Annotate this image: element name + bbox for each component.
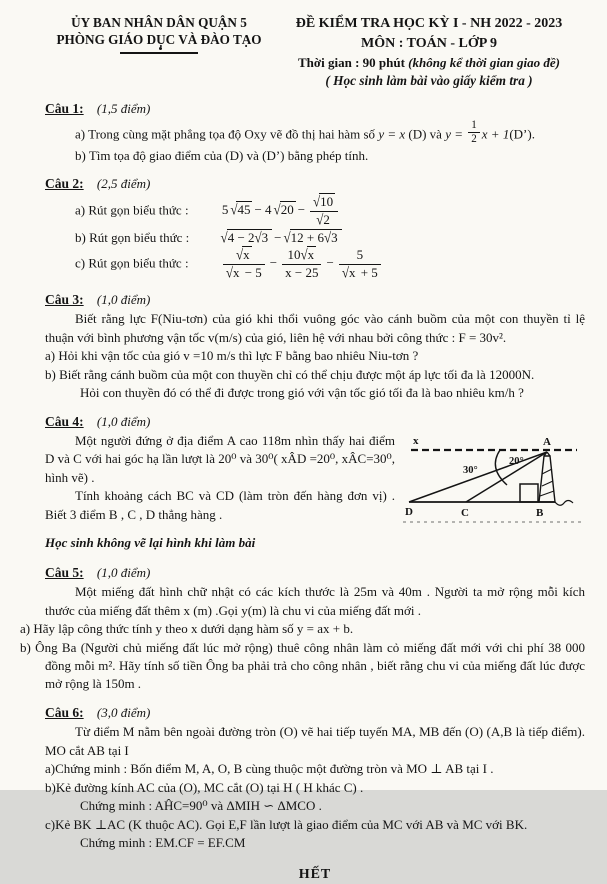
q6-label: Câu 6: bbox=[45, 704, 84, 720]
duration-note: (không kể thời gian giao đề) bbox=[408, 54, 560, 70]
radical bbox=[313, 192, 335, 210]
q2-item-c bbox=[75, 245, 585, 281]
q6-item-c2: Chứng minh : EM.CF = EF.CM bbox=[80, 835, 246, 851]
q2-heading bbox=[45, 174, 585, 193]
q3-item-b2: Hỏi con thuyền đó có thể đi được trong gió với vận tốc gió tối đa là bao nhiêu km/h ? bbox=[80, 385, 524, 401]
q1-item-a bbox=[75, 120, 585, 146]
q3-item-b: b) Biết rằng cánh buồm của một con thuyền chỉ có thể chịu được một áp lực tối đa là 12000N. bbox=[45, 366, 535, 382]
label-d: D bbox=[405, 506, 413, 518]
radicand: 3 bbox=[261, 229, 269, 245]
radicand: x bbox=[232, 264, 240, 280]
q6-item-a: a)Chứng minh : Bốn điểm M, A, O, B cùng thuộc một đường tròn và MO ⊥ AB tại I . bbox=[45, 761, 494, 777]
fraction bbox=[339, 248, 381, 281]
math-token: 10 bbox=[287, 246, 301, 262]
q3-heading bbox=[45, 290, 585, 309]
label-c: C bbox=[461, 507, 469, 519]
q2a-expression bbox=[220, 192, 341, 228]
radicand: 10 bbox=[320, 193, 334, 209]
q1-item-b: b) Tìm tọa độ giao điểm của (D) và (D’) bằng phép tính. bbox=[75, 147, 369, 163]
label-x: x bbox=[413, 435, 419, 447]
radical-sign: √ bbox=[341, 263, 349, 281]
exam-instruction: ( Học sinh làm bài vào giấy kiểm tra ) bbox=[325, 73, 533, 89]
section-q6 bbox=[45, 703, 585, 853]
issuer-line1: ỦY BAN NHÂN DÂN QUẬN 5 bbox=[71, 15, 247, 30]
radicand bbox=[227, 229, 272, 245]
q5-heading bbox=[45, 563, 585, 582]
radical-sign: √ bbox=[235, 245, 244, 263]
duration-text: Thời gian : 90 phút bbox=[298, 54, 409, 70]
numerator bbox=[310, 192, 338, 212]
q2b-expression bbox=[221, 230, 342, 245]
numerator: 5 bbox=[339, 248, 381, 265]
issuer-block bbox=[45, 14, 273, 91]
radical bbox=[324, 229, 340, 247]
q3-label: Câu 3: bbox=[45, 291, 84, 307]
q3-paragraph: Biết rằng lực F(Niu-tơn) của gió khi thổi vuông góc vào cánh buồm của một con thuyền tỉ lệ thuận với bình phương vận tốc v(m/s) của gió, liên hệ với nhau bởi công thức : F = 30v². bbox=[45, 311, 585, 345]
radical bbox=[316, 210, 332, 228]
fraction bbox=[282, 245, 321, 281]
math-token: − bbox=[274, 229, 282, 245]
exam-duration bbox=[273, 54, 585, 72]
q4-heading bbox=[45, 412, 585, 431]
math-token: − bbox=[326, 255, 334, 271]
numerator bbox=[282, 245, 321, 265]
right-angle-mark bbox=[520, 484, 538, 502]
exam-subject: MÔN : TOÁN - LỚP 9 bbox=[361, 35, 497, 51]
radical bbox=[341, 263, 358, 281]
radical-sign: √ bbox=[324, 228, 332, 246]
denominator: 2 bbox=[471, 133, 477, 146]
radical bbox=[274, 201, 296, 219]
q5-item-b: b) Ông Ba (Người chủ miếng đất lúc mở rộng) thuê công nhân làm cỏ miếng đất mới với chi phí 38 000 đồng mỗi m². Hãy tính số tiền Ông ba phải trả cho công nhân , biết rằng chu vi của miếng đất lúc được mở rộng là 150m . bbox=[20, 639, 585, 692]
math-token: − 5 bbox=[241, 264, 262, 280]
fraction bbox=[468, 120, 480, 146]
radicand: 2 bbox=[323, 211, 330, 227]
radicand: x bbox=[243, 246, 250, 262]
radicand: x bbox=[307, 246, 315, 262]
angle-30-label: 30° bbox=[463, 465, 478, 476]
radicand bbox=[290, 229, 342, 245]
radicand: 3 bbox=[331, 229, 338, 245]
radicand: x bbox=[348, 264, 356, 280]
q1-label: Câu 1: bbox=[45, 101, 84, 117]
radical-sign: √ bbox=[316, 210, 324, 228]
q2-item-a bbox=[75, 192, 585, 228]
exam-title: ĐỀ KIỂM TRA HỌC KỲ I - NH 2022 - 2023 bbox=[295, 16, 563, 31]
q1-points: (1,5 điểm) bbox=[96, 101, 151, 117]
radical bbox=[225, 263, 242, 281]
q4-paragraph-2: Tính khoảng cách BC và CD (làm tròn đến hàng đơn vị) . Biết 3 điểm B , C , D thẳng hàng . bbox=[45, 488, 395, 522]
section-q3 bbox=[45, 290, 585, 403]
angle-20-label: 20° bbox=[509, 456, 524, 467]
radical-sign: √ bbox=[313, 192, 321, 210]
tower-hatch bbox=[542, 481, 553, 486]
q1-heading bbox=[45, 99, 585, 118]
q6-item-b2: Chứng minh : AĤC=90⁰ và ΔMIH ∽ ΔMCO . bbox=[80, 798, 322, 814]
radical bbox=[230, 201, 252, 219]
tower-hatch bbox=[540, 491, 554, 496]
q6-points: (3,0 điểm) bbox=[96, 704, 151, 720]
math-token: − bbox=[297, 202, 306, 218]
q2a-label: a) Rút gọn biểu thức : bbox=[75, 202, 189, 218]
exam-header bbox=[45, 14, 585, 91]
radicand: 20 bbox=[280, 202, 294, 218]
depression-angle-diagram bbox=[403, 434, 585, 530]
math-token: x + 1 bbox=[481, 126, 510, 142]
q6-heading bbox=[45, 703, 585, 722]
q5-paragraph: Một miếng đất hình chữ nhật có các kích thước là 25m và 40m . Người ta mở rộng mỗi kích thước của miếng đất thêm x (m) .Gọi y(m) là chu vi của miếng đất mới . bbox=[45, 584, 585, 618]
numerator: 1 bbox=[468, 120, 480, 134]
denominator: x − 25 bbox=[285, 264, 319, 280]
numerator bbox=[223, 245, 265, 265]
q6-paragraph: Từ điểm M nằm bên ngoài đường tròn (O) vẽ hai tiếp tuyến MA, MB đến (O) (A,B là tiếp điểm). MO cắt AB tại I bbox=[45, 724, 585, 758]
section-q2 bbox=[45, 174, 585, 281]
q6-item-c: c)Kẻ BK ⊥AC (K thuộc AC). Gọi E,F lần lượt là giao điểm của MC với AB và MC với BK. bbox=[45, 816, 528, 832]
radical-sign: √ bbox=[230, 201, 238, 218]
label-b: B bbox=[536, 507, 544, 519]
math-token: 12 + 6 bbox=[290, 229, 324, 245]
section-q5 bbox=[20, 563, 585, 694]
radical-sign: √ bbox=[283, 228, 291, 246]
radical-sign: √ bbox=[300, 245, 308, 263]
radical bbox=[284, 229, 342, 247]
q2-label: Câu 2: bbox=[45, 176, 84, 192]
radical bbox=[255, 229, 271, 247]
radical bbox=[221, 229, 273, 247]
q5-points: (1,0 điểm) bbox=[96, 564, 151, 580]
denominator bbox=[310, 212, 338, 228]
radicand: 45 bbox=[237, 202, 251, 218]
ground-mound bbox=[555, 501, 573, 506]
math-token: 4 − 2 bbox=[227, 229, 255, 245]
denominator bbox=[223, 265, 265, 281]
q5-label: Câu 5: bbox=[45, 564, 84, 580]
fraction bbox=[310, 192, 338, 228]
header-divider-rule bbox=[120, 52, 198, 54]
math-token: y = bbox=[445, 126, 463, 142]
math-token: + 5 bbox=[357, 264, 378, 280]
denominator bbox=[339, 265, 381, 281]
radical-sign: √ bbox=[225, 263, 233, 281]
q2c-label: c) Rút gọn biểu thức : bbox=[75, 255, 189, 271]
q6-item-b: b)Kẻ đường kính AC của (O), MC cắt (O) tại H ( H khác C) . bbox=[45, 779, 364, 795]
no-redraw-note: Học sinh không vẽ lại hình khi làm bài bbox=[45, 535, 256, 551]
q5-item-a: a) Hãy lập công thức tính y theo x dưới dạng hàm số y = ax + b. bbox=[20, 621, 354, 637]
q2c-expression bbox=[220, 245, 384, 281]
label-a: A bbox=[543, 436, 551, 448]
issuer-line2: PHÒNG GIÁO DỤC VÀ ĐÀO TẠO bbox=[56, 32, 262, 48]
q1a-text: a) Trong cùng mặt phẳng tọa độ Oxy vẽ đồ thị hai hàm số bbox=[75, 126, 379, 142]
q2-item-b bbox=[75, 229, 585, 247]
math-token: 5 bbox=[221, 202, 229, 218]
q4-points: (1,0 điểm) bbox=[96, 413, 151, 429]
section-q1 bbox=[45, 99, 585, 165]
q1a-end: (D’). bbox=[509, 126, 535, 142]
q4-paragraph-1: Một người đứng ở địa điểm A cao 118m nhìn thấy hai điểm D và C với hai góc hạ lần lượt là 20⁰ và 30⁰( xÂD =20⁰, xÂC=30⁰, hình vẽ) . bbox=[45, 433, 395, 485]
math-token: − 4 bbox=[254, 202, 272, 218]
q4-label: Câu 4: bbox=[45, 413, 84, 429]
q3-points: (1,0 điểm) bbox=[96, 291, 151, 307]
end-marker: HẾT bbox=[298, 866, 332, 882]
radical-sign: √ bbox=[220, 228, 228, 246]
radical-sign: √ bbox=[273, 201, 281, 218]
radical bbox=[300, 245, 316, 263]
q4-figure bbox=[403, 434, 585, 530]
section-q4 bbox=[45, 412, 585, 525]
q1a-mid: (D) và bbox=[405, 126, 446, 142]
fraction bbox=[223, 245, 265, 281]
q3-item-a: a) Hỏi khi vận tốc của gió v =10 m/s thì lực F bằng bao nhiêu Niu-tơn ? bbox=[45, 348, 419, 364]
tower-hatch bbox=[542, 469, 552, 474]
q2-points: (2,5 điểm) bbox=[96, 176, 151, 192]
math-token: − bbox=[269, 255, 278, 271]
math-token: y = x bbox=[378, 126, 406, 142]
radical bbox=[235, 245, 252, 263]
q2b-label: b) Rút gọn biểu thức : bbox=[75, 229, 190, 245]
title-block bbox=[273, 14, 585, 91]
radical-sign: √ bbox=[254, 228, 262, 246]
